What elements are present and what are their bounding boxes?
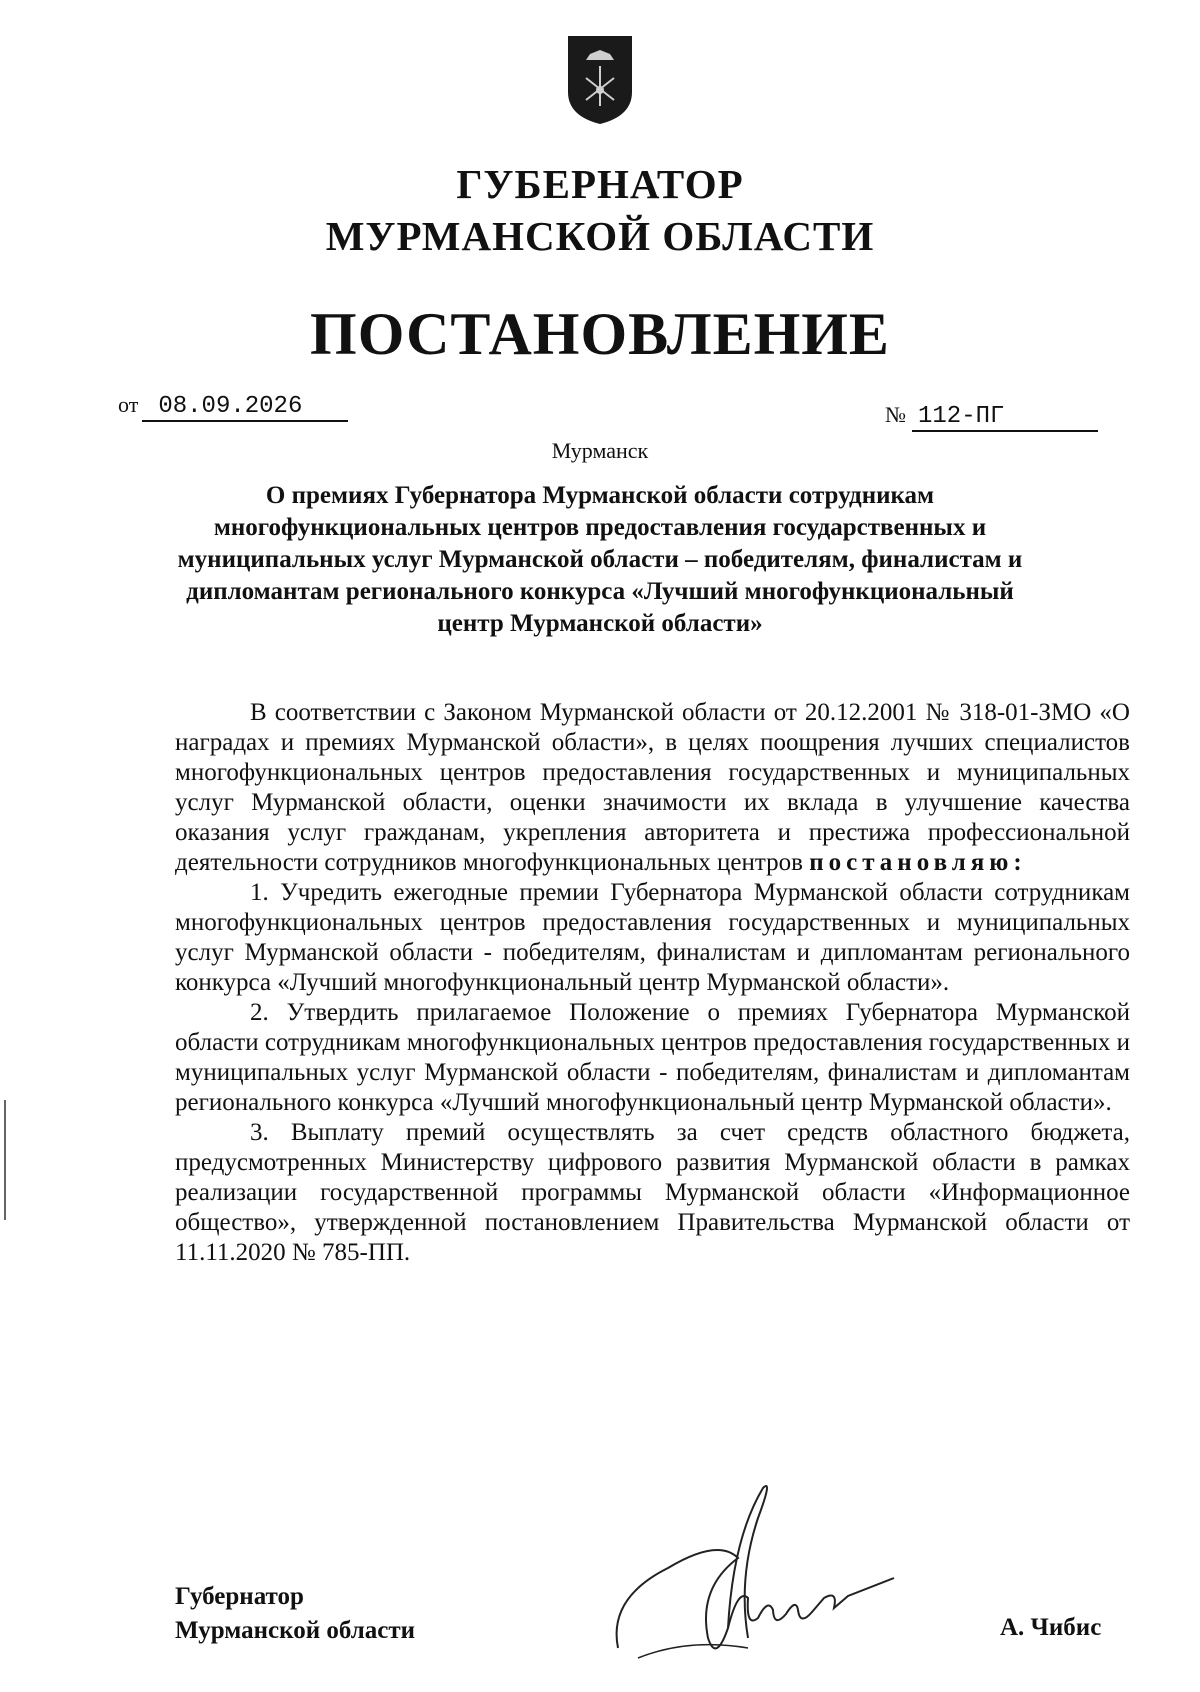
document-subject: О премиях Губернатора Мурманской области сотрудникам многофункциональных центров предоставления государственных и муниципальных услуг Мурманской области – победителям, финалистам и дипломантам регионального конкурса «Лучший многофункциональный центр Мурманской области» [177, 482, 1023, 637]
number-value: 112-ПГ [912, 403, 1098, 432]
item-3: 3. Выплату премий осуществлять за счет средств областного бюджета, предусмотренных Министерству цифрового развития Мурманской области в рамках реализации государственной программы Мурманской области «Информационное общество», утвержденной постановлением Правительства Мурманской области от 11.11.2020 № 785-ПП. [175, 1119, 1130, 1266]
issuer-line-1: ГУБЕРНАТОР [456, 161, 744, 207]
handwritten-signature [598, 1478, 898, 1678]
document-body [175, 698, 1130, 1268]
document-type-title: ПОСТАНОВЛЕНИЕ [310, 301, 890, 367]
preamble-paragraph [175, 698, 1130, 878]
decree-word: постановляю: [809, 849, 1027, 876]
position-line-1: Губернатор [175, 1583, 304, 1610]
number-field [885, 402, 1098, 432]
preamble-text: В соответствии с Законом Мурманской области от 20.12.2001 № 318-01-ЗМО «О наградах и премиях Мурманской области», в целях поощрения лучших специалистов многофункциональных центров предоставления государственных и муниципальных услуг Мурманской области, оценки значимости их вклада в улучшение качества оказания услуг гражданам, укрепления авторитета и престижа профессиональной деятельности сотрудников многофункциональных центров [175, 699, 1130, 876]
city: Мурманск [551, 438, 649, 463]
signatory-name: А. Чибис [1000, 1614, 1102, 1641]
item-2: 2. Утвердить прилагаемое Положение о премиях Губернатора Мурманской области сотрудникам многофункциональных центров предоставления государственных и муниципальных услуг Мурманской области - победителям, финалистам и дипломантам регионального конкурса «Лучший многофункциональный центр Мурманской области». [175, 999, 1130, 1116]
date-field [118, 392, 348, 422]
position-line-2: Мурманской области [175, 1617, 416, 1644]
issuer-line-2: МУРМАНСКОЙ ОБЛАСТИ [325, 213, 875, 259]
item-1: 1. Учредить ежегодные премии Губернатора Мурманской области сотрудникам многофункциональных центров предоставления государственных и муниципальных услуг Мурманской области - победителям, финалистам и дипломантам регионального конкурса «Лучший многофункциональный центр Мурманской области». [175, 879, 1130, 996]
coat-of-arms-emblem [564, 30, 636, 126]
scan-margin-mark [4, 1100, 6, 1220]
date-prefix: от [118, 392, 139, 417]
date-value: 08.09.2026 [142, 393, 348, 422]
number-prefix: № [885, 402, 906, 427]
signatory-position [175, 1580, 415, 1648]
